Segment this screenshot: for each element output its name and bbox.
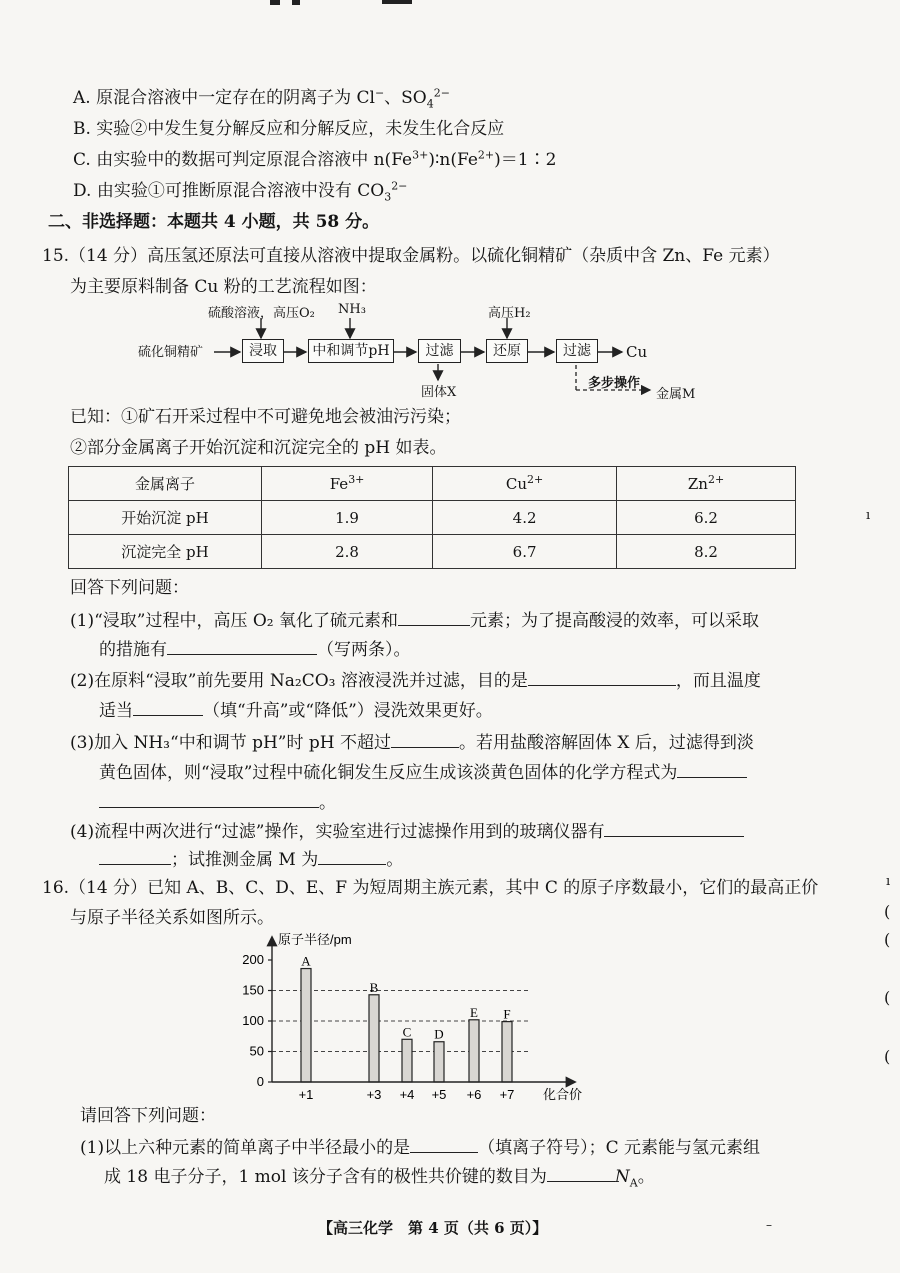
q15-p2-text-a: (2)在原料“浸取”前先要用 Na₂CO₃ 溶液浸洗并过滤，目的是 bbox=[70, 671, 528, 691]
flow-reagent-acid: 硫酸溶液，高压O₂ bbox=[208, 306, 315, 321]
margin-mark: ( bbox=[884, 902, 891, 921]
q15-intro-line2: 为主要原料制备 Cu 粉的工艺流程如图： bbox=[70, 277, 377, 297]
q15-intro-line1: 15.（14 分）高压氢还原法可直接从溶液中提取金属粉。以硫化铜精矿（杂质中含 Zn、Fe 元素） bbox=[42, 246, 780, 266]
q16-p1-na: N bbox=[614, 1167, 630, 1187]
option-d-text: D. 由实验①可推断原混合溶液中没有 CO bbox=[73, 181, 385, 201]
q15-p3-text-b: 。若用盐酸溶解固体 X 后，过滤得到淡 bbox=[459, 733, 754, 753]
option-a-mid: 、SO bbox=[384, 88, 427, 108]
y-tick-label: 100 bbox=[242, 1013, 264, 1028]
flow-box-filter2: 过滤 bbox=[556, 339, 598, 363]
q15-p4-text-b: ；试推测金属 M 为 bbox=[171, 850, 319, 870]
option-a-text: A. 原混合溶液中一定存在的阴离子为 Cl bbox=[73, 88, 375, 108]
flow-box-leach: 浸取 bbox=[242, 339, 284, 363]
bar-F bbox=[502, 1022, 512, 1082]
flow-box-filter1: 过滤 bbox=[418, 339, 461, 363]
x-axis-label: 化合价 bbox=[543, 1087, 583, 1102]
flow-reagent-h2: 高压H₂ bbox=[488, 306, 531, 321]
flow-box-neutralize: 中和调节pH bbox=[308, 339, 394, 363]
option-c-sup1: 3+ bbox=[412, 148, 429, 162]
bar-A bbox=[301, 969, 311, 1082]
q15-p4-text-a: (4)流程中两次进行“过滤”操作，实验室进行过滤操作用到的玻璃仪器有 bbox=[70, 822, 605, 842]
bar-E bbox=[469, 1020, 479, 1082]
flow-reagent-nh3: NH₃ bbox=[338, 302, 366, 317]
ion-charge: 2+ bbox=[527, 472, 544, 486]
q15-p1-text-a: (1)“浸取”过程中，高压 O₂ 氧化了硫元素和 bbox=[70, 611, 399, 631]
option-c-sup2: 2+ bbox=[477, 148, 495, 162]
x-tick-label: +5 bbox=[431, 1087, 447, 1102]
ion-charge: 2+ bbox=[707, 472, 725, 486]
q15-p3-text-a: (3)加入 NH₃“中和调节 pH”时 pH 不超过 bbox=[70, 733, 392, 753]
option-c-mid: )∶n(Fe bbox=[428, 150, 478, 170]
q16-p1-text-b: （填离子符号）；C 元素能与氢元素组 bbox=[478, 1138, 761, 1158]
q14-option-b: B. 实验②中发生复分解反应和分解反应，未发生化合反应 bbox=[73, 119, 505, 139]
margin-mark: ı bbox=[886, 874, 891, 889]
bar-label: B bbox=[369, 979, 379, 995]
option-a-sup2: 2− bbox=[433, 86, 450, 100]
table-header-cell: 金属离子 bbox=[69, 467, 262, 501]
q15-p2-text-d: （填“升高”或“降低”）浸洗效果更好。 bbox=[203, 701, 493, 721]
q15-p2-text-c: 适当 bbox=[99, 701, 133, 721]
option-d-sup: 2− bbox=[391, 179, 408, 193]
table-cell: 2.8 bbox=[262, 535, 433, 569]
q15-p4-text-c: 。 bbox=[386, 850, 404, 870]
flow-box-reduce: 还原 bbox=[486, 339, 528, 363]
flow-metal-m: 金属M bbox=[656, 387, 696, 402]
bar-C bbox=[402, 1039, 412, 1082]
margin-mark: ( bbox=[884, 988, 891, 1007]
option-c-post: )＝1∶2 bbox=[494, 150, 557, 170]
ion-charge: 3+ bbox=[348, 472, 365, 486]
option-a-sup: − bbox=[374, 86, 385, 100]
ion-base: Cu bbox=[505, 474, 528, 493]
q16-part1-line2 bbox=[104, 1163, 655, 1189]
margin-mark: ı bbox=[866, 508, 871, 523]
q16-p1-text-d: 。 bbox=[637, 1167, 655, 1187]
table-cell: 6.2 bbox=[617, 501, 796, 535]
ion-base: Fe bbox=[329, 474, 349, 493]
q15-p3-text-d: 。 bbox=[319, 793, 336, 813]
q16-p1-text-c: 成 18 电子分子，1 mol 该分子含有的极性共价键的数目为 bbox=[104, 1167, 547, 1187]
flow-product-cu: Cu bbox=[626, 343, 648, 361]
option-d-sub: 3 bbox=[384, 190, 392, 204]
bar-B bbox=[369, 995, 379, 1082]
y-tick-label: 200 bbox=[242, 952, 264, 967]
table-cell: 8.2 bbox=[617, 535, 796, 569]
ion-base: Zn bbox=[687, 474, 708, 493]
q15-p1-text-c: 的措施有 bbox=[99, 640, 167, 660]
x-tick-label: +4 bbox=[399, 1087, 415, 1102]
table-row-label: 开始沉淀 pH bbox=[69, 501, 262, 535]
bar-label: F bbox=[503, 1006, 511, 1022]
answer-blank[interactable] bbox=[547, 1163, 615, 1182]
q15-p3-text-c: 黄色固体，则“浸取”过程中硫化铜发生反应生成该淡黄色固体的化学方程式为 bbox=[99, 763, 678, 783]
chart-bars bbox=[301, 954, 512, 1082]
flow-solid-x: 固体X bbox=[421, 385, 457, 400]
section2-title: 二、非选择题：本题共 4 小题，共 58 分。 bbox=[48, 212, 380, 232]
bar-label: C bbox=[402, 1024, 412, 1040]
x-tick-label: +7 bbox=[499, 1087, 515, 1102]
answer-intro: 回答下列问题： bbox=[70, 578, 189, 598]
x-tick-label: +6 bbox=[466, 1087, 482, 1102]
table-row-label: 沉淀完全 pH bbox=[69, 535, 262, 569]
q16-part1-line1 bbox=[80, 1134, 760, 1160]
table-cell: 4.2 bbox=[433, 501, 617, 535]
y-tick-label: 0 bbox=[256, 1074, 264, 1089]
q15-known-1: 已知：①矿石开采过程中不可避免地会被油污污染； bbox=[70, 407, 461, 427]
y-tick-label: 150 bbox=[242, 982, 264, 998]
q16-ask: 请回答下列问题： bbox=[80, 1106, 216, 1126]
y-tick-label: 50 bbox=[249, 1043, 264, 1059]
bar-label: A bbox=[301, 953, 311, 969]
option-c-text: C. 由实验中的数据可判定原混合溶液中 n(Fe bbox=[73, 150, 413, 170]
x-tick-label: +3 bbox=[366, 1087, 382, 1102]
table-cell: 1.9 bbox=[262, 501, 433, 535]
answer-blank[interactable] bbox=[410, 1134, 478, 1153]
margin-mark: ( bbox=[884, 930, 891, 949]
y-axis-label: 原子半径/pm bbox=[278, 932, 352, 947]
bar-label: D bbox=[434, 1026, 444, 1042]
table-cell: 6.7 bbox=[433, 535, 617, 569]
flow-start-label: 硫化铜精矿 bbox=[138, 345, 204, 360]
margin-mark: ( bbox=[884, 1047, 891, 1066]
margin-mark: – bbox=[766, 1218, 772, 1232]
q16-p1-na-sub: A bbox=[629, 1176, 638, 1190]
q15-known-2: ②部分金属离子开始沉淀和沉淀完全的 pH 如表。 bbox=[70, 438, 447, 458]
q16-p1-text-a: (1)以上六种元素的简单离子中半径最小的是 bbox=[80, 1138, 411, 1158]
x-tick-label: +1 bbox=[298, 1087, 314, 1102]
q15-p1-text-b: 元素；为了提高酸浸的效率，可以采取 bbox=[470, 611, 760, 631]
bar-label: E bbox=[470, 1004, 478, 1020]
q15-p2-text-b: ，而且温度 bbox=[675, 671, 761, 691]
page-footer: 【高三化学 第 4 页（共 6 页）】 bbox=[318, 1219, 548, 1237]
q16-intro-line2: 与原子半径关系如图所示。 bbox=[70, 908, 274, 928]
q16-intro-line1: 16.（14 分）已知 A、B、C、D、E、F 为短周期主族元素，其中 C 的原子序数最小，它们的最高正价 bbox=[42, 878, 819, 898]
flow-multi-step: 多步操作 bbox=[588, 376, 641, 391]
q15-p1-text-d: （写两条）。 bbox=[317, 640, 411, 660]
bar-D bbox=[434, 1042, 444, 1082]
option-a-sub: 4 bbox=[426, 97, 434, 111]
